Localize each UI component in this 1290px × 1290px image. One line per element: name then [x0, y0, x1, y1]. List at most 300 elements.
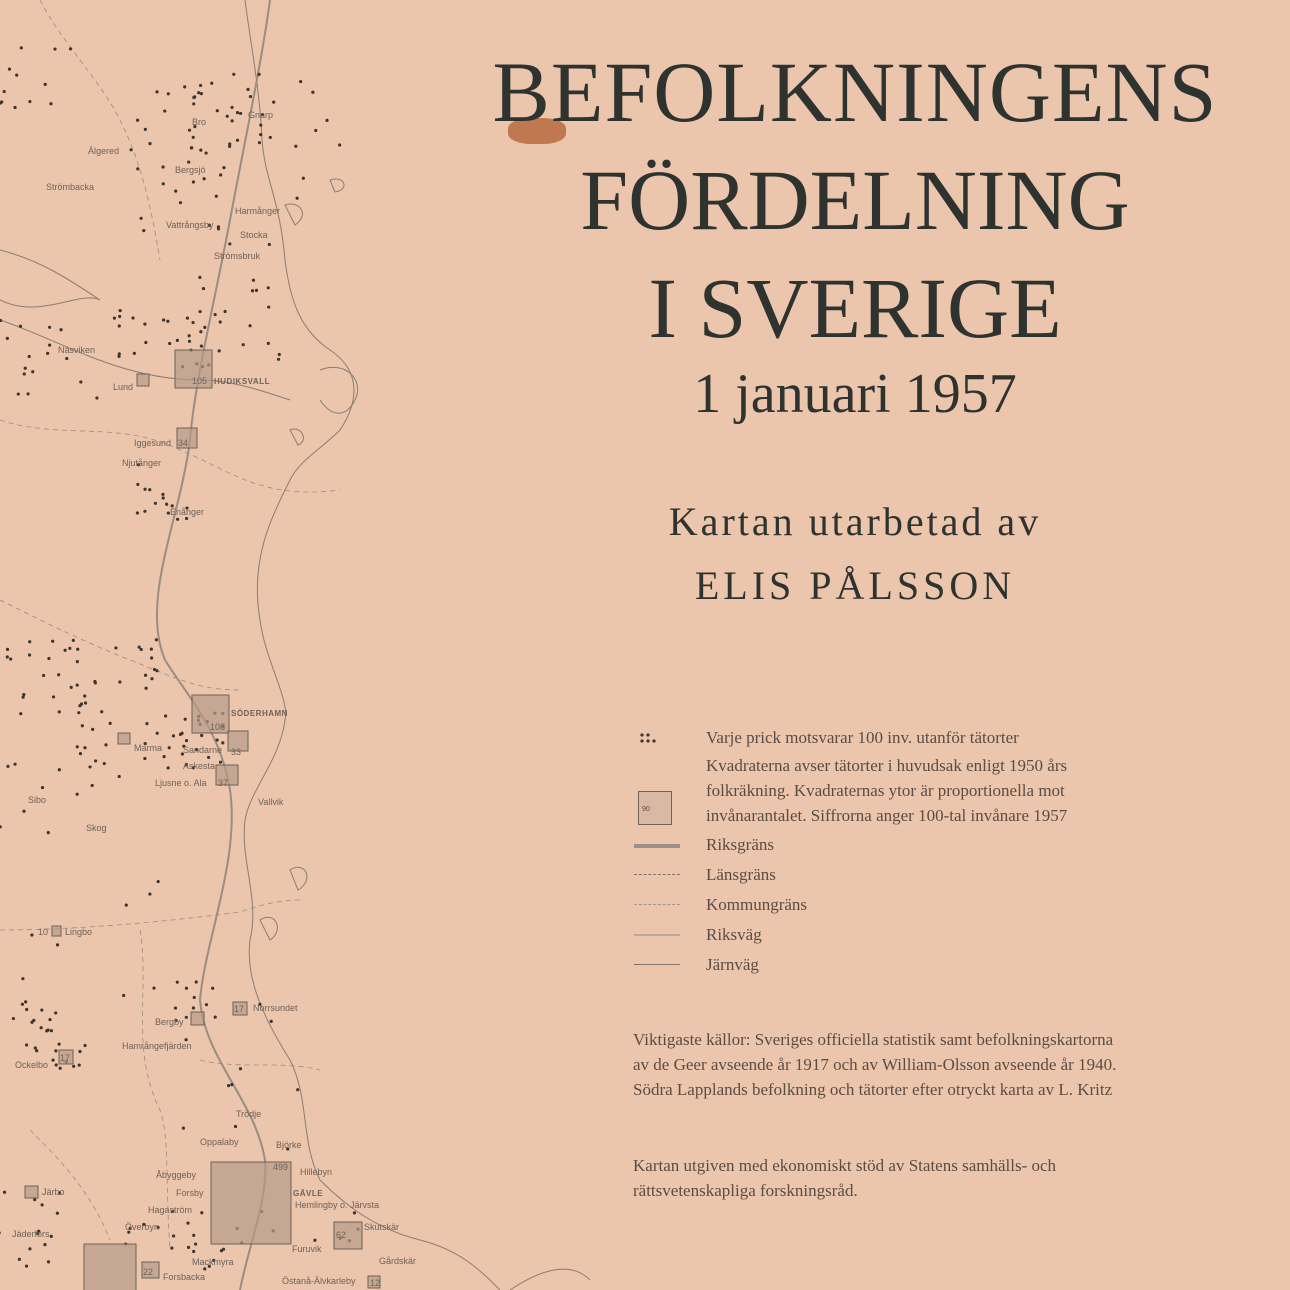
population-dot	[167, 766, 170, 769]
population-dot	[54, 1011, 57, 1014]
population-dot	[144, 674, 147, 677]
population-dot	[197, 91, 200, 94]
population-dot	[49, 102, 52, 105]
population-dot	[76, 648, 79, 651]
population-dot	[269, 136, 272, 139]
population-dot	[215, 195, 218, 198]
population-dot	[48, 326, 51, 329]
population-dot	[156, 732, 159, 735]
population-dot	[144, 341, 147, 344]
population-dot	[18, 1258, 21, 1261]
population-dot	[144, 128, 147, 131]
place-label: Askesta	[183, 761, 216, 771]
population-dot	[191, 321, 194, 324]
population-dot	[24, 367, 27, 370]
population-dot	[118, 775, 121, 778]
population-dot	[53, 47, 56, 50]
town-value: 34	[178, 438, 189, 448]
population-dot	[104, 743, 107, 746]
author-name: ELIS PÅLSSON	[694, 563, 1016, 608]
population-dot	[259, 123, 262, 126]
population-dot	[118, 324, 121, 327]
population-dot	[69, 47, 72, 50]
population-dot	[168, 746, 171, 749]
population-dot	[83, 746, 86, 749]
place-label: Älgered	[88, 146, 120, 156]
population-dot	[172, 734, 175, 737]
population-dot	[185, 1016, 188, 1019]
population-dot	[31, 370, 34, 373]
town-value: 22	[143, 1267, 154, 1277]
population-dot	[27, 392, 30, 395]
population-dot	[296, 1088, 299, 1091]
population-dot	[28, 1247, 31, 1250]
population-dot	[136, 511, 139, 514]
town-square-jarbo	[25, 1186, 38, 1198]
population-dot	[100, 710, 103, 713]
population-dot	[299, 80, 302, 83]
population-dot	[188, 129, 191, 132]
population-dot	[70, 686, 73, 689]
population-dot	[188, 334, 191, 337]
population-dot	[152, 987, 155, 990]
town-square-sandviken	[84, 1244, 136, 1290]
legend-label: Kommungräns	[706, 895, 808, 914]
place-label: Marma	[134, 743, 163, 753]
population-dot	[51, 640, 54, 643]
population-dot	[267, 286, 270, 289]
population-dot	[314, 129, 317, 132]
population-dot	[22, 696, 25, 699]
population-dot	[216, 738, 219, 741]
population-dot	[52, 695, 55, 698]
population-dot	[153, 668, 156, 671]
population-dot	[8, 68, 11, 71]
population-dot	[249, 95, 252, 98]
population-dot	[22, 810, 25, 813]
population-dot	[51, 1058, 54, 1061]
population-dot	[252, 279, 255, 282]
population-dot	[205, 1003, 208, 1006]
population-dot	[42, 674, 45, 677]
population-dot	[0, 319, 2, 322]
population-dot	[267, 342, 270, 345]
population-dot	[43, 1243, 46, 1246]
population-dot	[246, 88, 249, 91]
population-dot	[28, 100, 31, 103]
population-dot	[150, 647, 153, 650]
place-label: Gårdskär	[379, 1256, 417, 1266]
place-label: Lingbo	[65, 927, 93, 937]
population-dot	[125, 903, 128, 906]
population-dot	[47, 831, 50, 834]
population-dot	[129, 148, 132, 151]
population-dot	[114, 646, 117, 649]
population-dot	[28, 355, 31, 358]
population-dot	[6, 765, 9, 768]
population-dot	[248, 324, 251, 327]
population-dot	[48, 344, 51, 347]
municipal-border-symbol	[634, 904, 680, 905]
population-dot	[118, 680, 121, 683]
population-dot	[25, 1043, 28, 1046]
place-label: Åbyggeby	[156, 1170, 197, 1180]
population-dot	[259, 133, 262, 136]
population-dot	[163, 755, 166, 758]
population-dot	[103, 762, 106, 765]
population-dot	[155, 90, 158, 93]
population-dot	[28, 640, 31, 643]
population-dot	[3, 90, 6, 93]
place-label: Hemlingby o. Järvsta	[295, 1200, 380, 1210]
population-dot	[94, 759, 97, 762]
population-dot	[270, 1020, 273, 1023]
population-dot	[194, 1242, 197, 1245]
population-dot	[76, 660, 79, 663]
population-dot	[230, 106, 233, 109]
population-dot	[185, 987, 188, 990]
population-dot	[78, 1050, 81, 1053]
legend-label: Kvadraterna avser tätorter i huvudsak enligt 1950 års folkräkning. Kvadraternas ytor är proportionella mot invånarantalet. Siffrorna anger 100-tal invånare 1957	[706, 756, 1068, 825]
population-dot	[192, 1234, 195, 1237]
population-dot	[136, 167, 139, 170]
population-dot	[25, 1008, 28, 1011]
population-dot	[185, 517, 188, 520]
place-label: Skog	[86, 823, 107, 833]
population-dot	[242, 343, 245, 346]
population-dot	[192, 96, 195, 99]
population-dot	[144, 687, 147, 690]
population-dot	[136, 119, 139, 122]
population-dot	[64, 649, 67, 652]
population-dot	[72, 1065, 75, 1068]
population-dot	[46, 352, 49, 355]
town-value: 33	[231, 747, 242, 757]
dot-cluster-icon	[638, 731, 662, 747]
place-label: Bergsjö	[175, 165, 206, 175]
population-dot	[199, 310, 202, 313]
population-dot	[122, 994, 125, 997]
population-dot	[200, 1211, 203, 1214]
population-dot	[41, 1203, 44, 1206]
population-dot	[187, 160, 190, 163]
population-dot	[219, 320, 222, 323]
population-dot	[166, 320, 169, 323]
population-dot	[172, 1234, 175, 1237]
population-dot	[140, 648, 143, 651]
population-dot	[226, 115, 229, 118]
population-dot	[30, 933, 33, 936]
population-dot	[278, 353, 281, 356]
place-label-major: SÖDERHAMN	[231, 709, 288, 718]
place-label-major: HUDIKSVALL	[214, 377, 270, 386]
place-label: Iggesund	[134, 438, 172, 448]
population-dot	[219, 761, 222, 764]
population-dot	[214, 313, 217, 316]
population-dot	[6, 655, 9, 658]
town-value: 499	[273, 1162, 289, 1172]
population-dot	[142, 229, 145, 232]
population-dot	[76, 745, 79, 748]
place-label: Norrsundet	[253, 1003, 298, 1013]
population-dot	[35, 1049, 38, 1052]
place-label: Lund	[113, 382, 134, 392]
place-label-major: GÄVLE	[293, 1189, 324, 1198]
place-label: Furuvik	[292, 1244, 322, 1254]
population-dot	[95, 396, 98, 399]
population-dot	[167, 92, 170, 95]
population-dot	[200, 344, 203, 347]
population-dot	[143, 757, 146, 760]
population-dot	[216, 109, 219, 112]
population-dot	[164, 714, 167, 717]
population-dot	[162, 182, 165, 185]
population-dot	[13, 763, 16, 766]
town-value: 108	[210, 722, 226, 732]
population-dot	[163, 109, 166, 112]
population-dot	[76, 683, 79, 686]
place-label: Hillebyn	[300, 1167, 333, 1177]
town-value: 10	[38, 927, 49, 937]
population-dot	[33, 1198, 36, 1201]
population-dot	[84, 701, 87, 704]
population-dot	[251, 289, 254, 292]
population-dot	[170, 1247, 173, 1250]
population-dot	[15, 74, 18, 77]
legend-item-lansgrans	[630, 862, 1150, 887]
population-dot	[236, 139, 239, 142]
population-dot	[25, 1264, 28, 1267]
population-dot	[210, 82, 213, 85]
national-border-symbol	[634, 844, 680, 848]
population-dot	[48, 1018, 51, 1021]
population-dot	[17, 392, 20, 395]
population-dot	[176, 981, 179, 984]
town-square-marma	[118, 733, 130, 744]
population-dot	[165, 503, 168, 506]
legend-item-kommungrans	[630, 892, 1150, 917]
place-label: Hagaström	[148, 1205, 193, 1215]
population-dot	[203, 326, 206, 329]
population-dot	[78, 704, 81, 707]
population-dot	[202, 287, 205, 290]
population-dot	[118, 352, 121, 355]
population-dot	[40, 1026, 43, 1029]
population-dot	[81, 724, 84, 727]
place-label: Enånger	[170, 507, 205, 517]
population-dot	[6, 648, 9, 651]
population-dot	[180, 732, 183, 735]
population-dot	[162, 496, 165, 499]
population-dot	[148, 488, 151, 491]
population-dot	[211, 987, 214, 990]
population-dot	[44, 83, 47, 86]
population-dot	[50, 1235, 53, 1238]
population-dot	[236, 111, 239, 114]
population-dot	[47, 657, 50, 660]
population-dot	[19, 325, 22, 328]
population-dot	[268, 243, 271, 246]
population-dot	[200, 734, 203, 737]
place-label: Bro	[192, 117, 207, 127]
population-dot	[50, 1029, 53, 1032]
place-label: Stocka	[240, 230, 268, 240]
town-square-gavle	[211, 1162, 291, 1244]
population-dot	[184, 718, 187, 721]
population-dot	[186, 317, 189, 320]
population-dot	[54, 1049, 57, 1052]
population-dot	[154, 502, 157, 505]
place-label: Forsby	[176, 1188, 204, 1198]
place-label: Strömsbruk	[214, 251, 261, 261]
population-dot	[223, 310, 226, 313]
population-dot	[207, 756, 210, 759]
population-dot	[131, 316, 134, 319]
population-dot	[190, 146, 193, 149]
title-line-1: BEFOLKNINGENS	[492, 44, 1218, 140]
population-dot	[94, 681, 97, 684]
population-dot	[192, 180, 195, 183]
population-dot	[188, 340, 191, 343]
place-label: Gnarp	[248, 110, 274, 120]
population-dot	[228, 145, 231, 148]
population-dot	[230, 1083, 233, 1086]
place-label: Ockelbo	[15, 1060, 49, 1070]
population-dot	[21, 977, 24, 980]
population-dot	[150, 677, 153, 680]
population-dot	[6, 337, 9, 340]
place-label: Hamrångefjärden	[122, 1041, 192, 1051]
title-line-2: FÖRDELNING	[580, 152, 1130, 248]
population-dot	[58, 768, 61, 771]
population-dot	[88, 765, 91, 768]
population-dot	[195, 980, 198, 983]
population-dot	[0, 1231, 1, 1234]
sources-text: Viktigaste källor: Sveriges officiella statistik samt befolkningskartorna av de Geer avseende år 1917 och av William-Olsson avseende år 1940. Södra Lapplands befolkning och tätorter efter otryckt karta av L. Kritz	[633, 1030, 1117, 1099]
place-label: Harmånger	[235, 206, 281, 216]
place-label: Björke	[276, 1140, 302, 1150]
population-dot	[311, 91, 314, 94]
population-dot	[199, 149, 202, 152]
population-dot	[199, 330, 202, 333]
legend-label: Riksgräns	[706, 835, 774, 854]
legend-item-square	[630, 753, 1150, 828]
population-dot	[0, 100, 3, 103]
population-dot	[148, 892, 151, 895]
population-dot	[145, 722, 148, 725]
population-dot	[192, 1250, 195, 1253]
population-dot	[136, 483, 139, 486]
town-squares	[25, 350, 380, 1290]
population-dot	[143, 488, 146, 491]
population-dot	[258, 141, 261, 144]
population-dot	[79, 752, 82, 755]
population-dot	[267, 305, 270, 308]
funding-text: Kartan utgiven med ekonomiskt stöd av Statens samhälls- och rättsvetenskapliga forskningsråd.	[633, 1156, 1057, 1200]
town-square-lund	[137, 374, 149, 386]
population-dot	[150, 656, 153, 659]
population-dot	[179, 201, 182, 204]
population-dot	[192, 136, 195, 139]
population-dot	[199, 84, 202, 87]
population-dot	[57, 673, 60, 676]
legend-item-riksgrans	[630, 832, 1150, 857]
population-dot	[182, 1127, 185, 1130]
population-dot	[118, 315, 121, 318]
population-dot	[162, 318, 165, 321]
population-dot	[148, 142, 151, 145]
population-dot	[313, 1239, 316, 1242]
place-label: Näsviken	[58, 345, 96, 355]
place-label: Trödje	[236, 1109, 262, 1119]
legend-label: Varje prick motsvarar 100 inv. utanför tätorter	[706, 728, 1019, 747]
population-dot	[325, 119, 328, 122]
population-dot	[218, 349, 221, 352]
population-dot	[91, 728, 94, 731]
county-border-symbol	[634, 874, 680, 875]
population-dot	[353, 1211, 356, 1214]
population-dot	[219, 173, 222, 176]
population-dot	[58, 710, 61, 713]
population-dot	[72, 639, 75, 642]
population-dot	[21, 1003, 24, 1006]
population-dot	[222, 1248, 225, 1251]
population-dot	[176, 339, 179, 342]
place-label: Vattrångsby	[166, 220, 214, 230]
population-dot	[302, 177, 305, 180]
title-line-3: I SVERIGE	[648, 260, 1062, 356]
population-dot	[161, 165, 164, 168]
town-value: 37	[218, 778, 229, 788]
place-label: Sibo	[28, 795, 47, 805]
population-dot	[203, 177, 206, 180]
population-dot	[155, 638, 158, 641]
place-label: Mackmyra	[192, 1257, 234, 1267]
population-dot	[203, 1267, 206, 1270]
population-dot	[187, 1246, 190, 1249]
population-dot	[214, 1015, 217, 1018]
place-label: Vallvik	[258, 797, 284, 807]
population-dot	[232, 73, 235, 76]
place-label: Jäderfors	[12, 1229, 50, 1239]
population-dot	[23, 372, 26, 375]
population-dot	[68, 647, 71, 650]
population-dot	[174, 1006, 177, 1009]
population-dot	[221, 741, 224, 744]
legend-item-dot	[630, 725, 1150, 753]
place-label: Oppalaby	[200, 1137, 239, 1147]
population-dot	[83, 1044, 86, 1047]
population-dot	[140, 217, 143, 220]
square-sample-value: 90	[642, 806, 650, 813]
legend-label: Järnväg	[706, 955, 759, 974]
population-dot	[255, 289, 258, 292]
population-dot	[222, 166, 225, 169]
population-dot	[91, 784, 94, 787]
population-dot	[176, 518, 179, 521]
population-dot	[19, 712, 22, 715]
population-dot	[296, 197, 299, 200]
population-dot	[41, 786, 44, 789]
population-dot	[239, 1067, 242, 1070]
legend-item-jarnvag	[630, 952, 1150, 977]
population-dot	[157, 880, 160, 883]
population-dot	[217, 227, 220, 230]
population-dot	[193, 996, 196, 999]
legend-item-riksvag	[630, 922, 1150, 947]
population-dot	[161, 493, 164, 496]
railway-line	[157, 0, 270, 1290]
